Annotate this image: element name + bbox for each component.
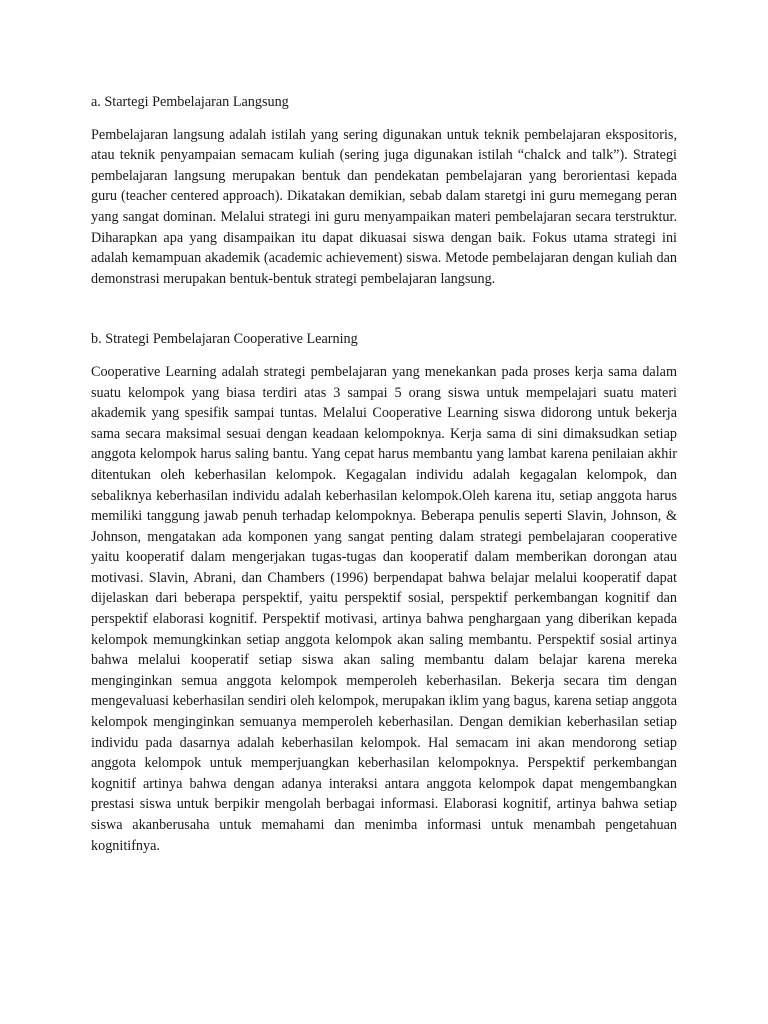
section-a-paragraph: Pembelajaran langsung adalah istilah yang sering digunakan untuk teknik pembelajaran ekspositoris, atau teknik penyampaian semacam kuliah (sering juga digunakan istilah “chalck and talk”). Strategi pembelajaran langsung merupakan bentuk dan pendekatan pembelajaran yang berorientasi kepada guru (teacher centered approach). Dikatakan demikian, sebab dalam staretgi ini guru memegang peran yang sangat dominan. Melalui strategi ini guru menyampaikan materi pembelajaran secara terstruktur. Diharapkan apa yang disampaikan itu dapat dikuasai siswa dengan baik. Fokus utama strategi ini adalah kemampuan akademik (academic achievement) siswa. Metode pembelajaran dengan kuliah dan demonstrasi merupakan bentuk-bentuk strategi pembelajaran langsung. (91, 126, 677, 287)
section-a-heading: a. Startegi Pembelajaran Langsung (91, 94, 289, 110)
section-b-paragraph: Cooperative Learning adalah strategi pembelajaran yang menekankan pada proses kerja sama dalam suatu kelompok yang biasa terdiri atas 3 sampai 5 orang siswa untuk mempelajari suatu materi akademik yang spesifik sampai tuntas. Melalui Cooperative Learning siswa didorong untuk bekerja sama secara maksimal sesuai dengan keadaan kelompoknya. Kerja sama di sini dimaksudkan setiap anggota kelompok harus saling bantu. Yang cepat harus membantu yang lambat karena penilaian akhir ditentukan oleh keberhasilan kelompok. Kegagalan individu adalah kegagalan kelompok, dan sebaliknya keberhasilan individu adalah keberhasilan kelompok.Oleh karena itu, setiap anggota harus memiliki tanggung jawab penuh terhadap kelompoknya. Beberapa penulis seperti Slavin, Johnson, & Johnson, mengatakan ada komponen yang sangat penting dalam strategi pembelajaran cooperative yaitu kooperatif dalam mengerjakan tugas-tugas dan kooperatif dalam memberikan dorongan atau motivasi. Slavin, Abrani, dan Chambers (1996) berpendapat bahwa belajar melalui kooperatif dapat dijelaskan dari beberapa perspektif, yaitu perspektif sosial, perspektif perkembangan kognitif dan perspektif elaborasi kognitif. Perspektif motivasi, artinya bahwa penghargaan yang diberikan kepada kelompok memungkinkan setiap anggota kelompok akan saling membantu. Perspektif sosial artinya bahwa melalui kooperatif setiap siswa akan saling membantu dalam belajar karena mereka menginginkan semua anggota kelompok memperoleh keberhasilan. Bekerja secara tim dengan mengevaluasi keberhasilan sendiri oleh kelompok, merupakan iklim yang bagus, karena setiap anggota kelompok menginginkan semuanya memperoleh keberhasilan. Dengan demikian keberhasilan setiap individu pada dasarnya adalah keberhasilan kelompok. Hal semacam ini akan mendorong setiap anggota kelompok untuk memperjuangkan keberhasilan kelompoknya. Perspektif perkembangan kognitif artinya bahwa dengan adanya interaksi antara anggota kelompok dapat mengembangkan prestasi siswa untuk berpikir mengolah berbagai informasi. Elaborasi kognitif, artinya bahwa setiap siswa akanberusaha untuk memahami dan menimba informasi untuk menambah pengetahuan kognitifnya. (91, 363, 677, 854)
document-page (91, 92, 677, 856)
section-b-heading: b. Strategi Pembelajaran Cooperative Learning (91, 331, 358, 348)
